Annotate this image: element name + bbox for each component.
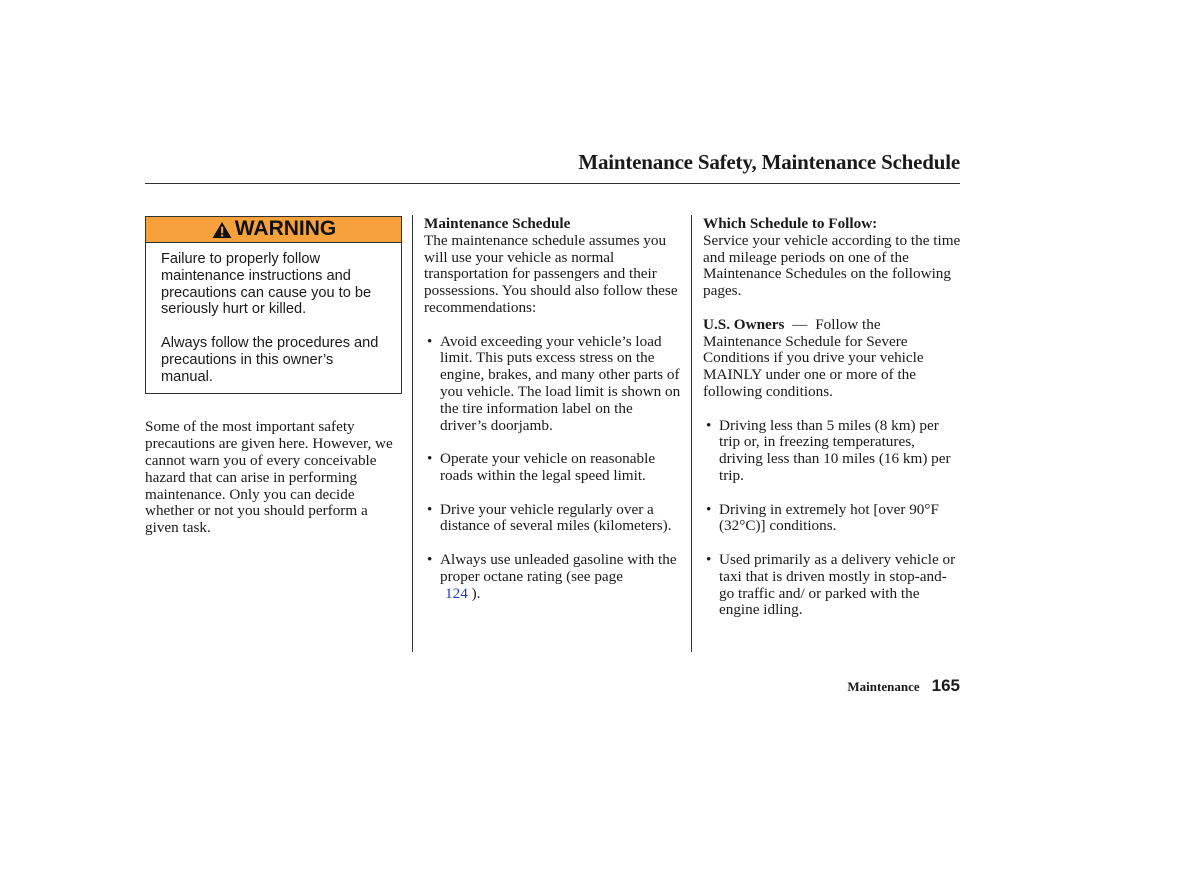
list-item (424, 334, 682, 435)
warning-label: WARNING (234, 217, 337, 241)
bullet-dot: • (427, 332, 433, 350)
column-left (145, 216, 403, 554)
list-item-text: Drive your vehicle regularly over a distance of several miles (kilometers). (440, 500, 672, 535)
bullet-dot: • (427, 500, 433, 518)
warning-text: Always follow the procedures and precautions in this owner’s manual. (161, 334, 379, 385)
warning-body (146, 243, 401, 393)
list-item-text: Driving in extremely hot [over 90°F (32°C)] conditions. (719, 500, 939, 535)
list-item (703, 418, 961, 485)
us-owners-text: Follow the Maintenance Schedule for Severe Conditions if you drive your vehicle MAINLY under one or more of the following conditions. (703, 315, 924, 400)
list-item (424, 451, 682, 485)
footer-section-name: Maintenance (847, 679, 920, 694)
maintenance-schedule-heading: Maintenance Schedule (424, 215, 571, 232)
warning-box (145, 216, 402, 394)
warning-header (146, 217, 401, 243)
list-item-text: Always use unleaded gasoline with the proper octane rating (see page (440, 550, 677, 585)
list-item (424, 552, 682, 602)
warning-triangle-icon (211, 221, 233, 239)
bullet-dot: • (706, 550, 712, 568)
column-divider-2 (691, 215, 692, 652)
page-reference-suffix: ). (467, 584, 481, 602)
list-item-text: Avoid exceeding your vehicle’s load limit. This puts excess stress on the engine, brakes, and many other parts of you vehicle. The load limit is shown on the tire information label on the driver’s doorjamb. (440, 332, 681, 434)
column-divider-1 (412, 215, 413, 652)
us-owners-paragraph (703, 317, 961, 401)
page-footer (847, 676, 960, 696)
warning-text: Failure to properly follow maintenance instructions and precautions can cause you to be seriously hurt or killed. (161, 251, 372, 318)
column-middle (424, 216, 682, 619)
safety-intro-text: Some of the most important safety precautions are given here. However, we cannot warn you of every conceivable hazard that can arise in performing maintenance. Only you can decide whether or not you should perform a given task. (145, 418, 393, 537)
em-dash: — (792, 315, 808, 333)
list-item (703, 552, 961, 619)
page-reference-link[interactable]: 124 (445, 584, 468, 602)
bullet-dot: • (706, 416, 712, 434)
which-schedule-heading: Which Schedule to Follow: (703, 215, 878, 232)
us-owners-label: U.S. Owners (703, 315, 785, 333)
title-rule (145, 183, 960, 184)
list-item (703, 502, 961, 536)
list-item-text: Operate your vehicle on reasonable roads within the legal speed limit. (440, 450, 656, 484)
list-item-text: Driving less than 5 miles (8 km) per trip or, in freezing temperatures, driving less than 10 miles (16 km) per trip. (719, 416, 951, 484)
bullet-dot: • (706, 500, 712, 518)
page-title: Maintenance Safety, Maintenance Schedule (578, 150, 960, 174)
page-number: 165 (931, 676, 960, 695)
bullet-dot: • (427, 450, 433, 468)
list-item-text: Used primarily as a delivery vehicle or taxi that is driven mostly in stop-and-go traffic and/ or parked with the engine idling. (719, 550, 956, 619)
list-item (424, 502, 682, 536)
which-schedule-intro: Service your vehicle according to the time and mileage periods on one of the Maintenance Schedules on the following pages. (703, 231, 961, 300)
maintenance-schedule-intro: The maintenance schedule assumes you will use your vehicle as normal transportation for passengers and their possessions. You should also follow these recommendations: (424, 231, 678, 316)
column-right (703, 216, 961, 636)
bullet-dot: • (427, 550, 433, 568)
